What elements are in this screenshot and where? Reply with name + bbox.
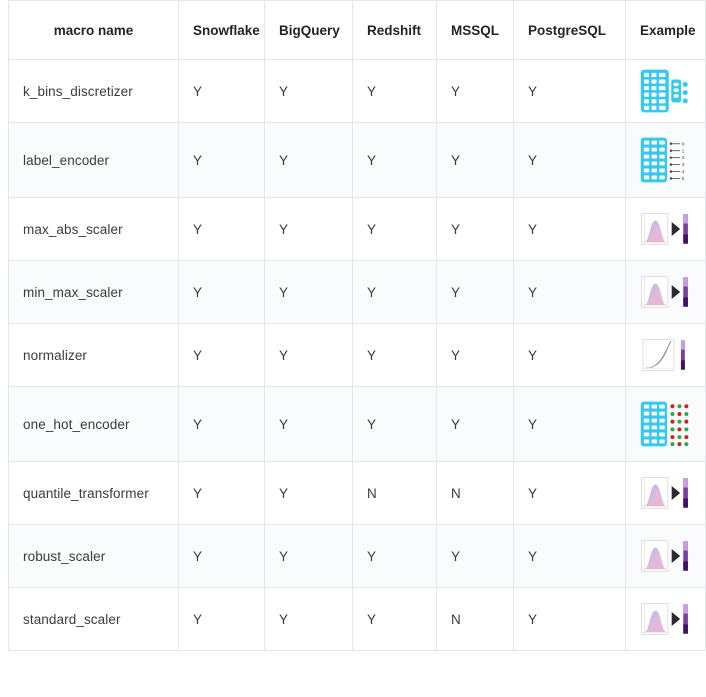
redshift-support-cell: Y <box>353 60 437 123</box>
svg-text:3: 3 <box>681 162 685 168</box>
postgresql-support-cell: Y <box>514 588 626 651</box>
distribution-plot-thumbnail-icon[interactable] <box>640 261 691 323</box>
table-row <box>9 462 706 525</box>
column-header-redshift: Redshift <box>353 1 437 60</box>
column-header-mssql: MSSQL <box>437 1 514 60</box>
table-row <box>9 324 706 387</box>
column-header-bigquery: BigQuery <box>265 1 353 60</box>
example-cell[interactable] <box>626 525 706 588</box>
postgresql-support-cell: Y <box>514 525 626 588</box>
example-cell[interactable] <box>626 198 706 261</box>
mssql-support-cell: Y <box>437 525 514 588</box>
mssql-support-cell: N <box>437 588 514 651</box>
distribution-plot-thumbnail-icon[interactable] <box>640 462 691 524</box>
mssql-support-cell: N <box>437 462 514 525</box>
macro-name-cell: standard_scaler <box>9 588 179 651</box>
redshift-support-cell: N <box>353 462 437 525</box>
svg-text:2: 2 <box>681 155 685 161</box>
bigquery-support-cell: Y <box>265 588 353 651</box>
distribution-plot-thumbnail-icon[interactable] <box>640 525 691 587</box>
snowflake-support-cell: Y <box>179 588 265 651</box>
table-row <box>9 123 706 198</box>
bigquery-support-cell: Y <box>265 387 353 462</box>
column-header-example: Example <box>626 1 706 60</box>
table-row <box>9 525 706 588</box>
grid-blue-label-mapping-thumbnail-icon[interactable] <box>640 123 691 197</box>
macro-name-cell: robust_scaler <box>9 525 179 588</box>
bigquery-support-cell: Y <box>265 123 353 198</box>
snowflake-support-cell: Y <box>179 60 265 123</box>
example-cell[interactable] <box>626 261 706 324</box>
redshift-support-cell: Y <box>353 261 437 324</box>
distribution-plot-thumbnail-icon[interactable] <box>640 588 691 650</box>
redshift-support-cell: Y <box>353 324 437 387</box>
column-header-postgresql: PostgreSQL <box>514 1 626 60</box>
mssql-support-cell: Y <box>437 387 514 462</box>
postgresql-support-cell: Y <box>514 324 626 387</box>
snowflake-support-cell: Y <box>179 525 265 588</box>
redshift-support-cell: Y <box>353 387 437 462</box>
redshift-support-cell: Y <box>353 123 437 198</box>
example-cell[interactable] <box>626 123 706 198</box>
postgresql-support-cell: Y <box>514 60 626 123</box>
macro-name-cell: normalizer <box>9 324 179 387</box>
snowflake-support-cell: Y <box>179 387 265 462</box>
macro-name-cell: label_encoder <box>9 123 179 198</box>
table-row <box>9 198 706 261</box>
table-row <box>9 60 706 123</box>
postgresql-support-cell: Y <box>514 198 626 261</box>
distribution-plot-thumbnail-icon[interactable] <box>640 198 691 260</box>
column-header-snowflake: Snowflake <box>179 1 265 60</box>
example-cell[interactable] <box>626 462 706 525</box>
snowflake-support-cell: Y <box>179 462 265 525</box>
grid-blue-onehot-thumbnail-icon[interactable] <box>640 387 691 461</box>
macro-name-cell: max_abs_scaler <box>9 198 179 261</box>
grid-blue-bins-thumbnail-icon[interactable] <box>640 60 691 122</box>
table-header-row <box>9 1 706 60</box>
macro-name-cell: k_bins_discretizer <box>9 60 179 123</box>
redshift-support-cell: Y <box>353 588 437 651</box>
postgresql-support-cell: Y <box>514 462 626 525</box>
snowflake-support-cell: Y <box>179 198 265 261</box>
macro-name-cell: quantile_transformer <box>9 462 179 525</box>
bigquery-support-cell: Y <box>265 462 353 525</box>
bigquery-support-cell: Y <box>265 324 353 387</box>
svg-text:0: 0 <box>681 141 685 147</box>
snowflake-support-cell: Y <box>179 123 265 198</box>
curve-plot-thumbnail-icon[interactable] <box>640 324 691 386</box>
mssql-support-cell: Y <box>437 60 514 123</box>
macro-name-cell: one_hot_encoder <box>9 387 179 462</box>
postgresql-support-cell: Y <box>514 261 626 324</box>
mssql-support-cell: Y <box>437 123 514 198</box>
svg-text:4: 4 <box>681 169 685 175</box>
mssql-support-cell: Y <box>437 261 514 324</box>
bigquery-support-cell: Y <box>265 525 353 588</box>
redshift-support-cell: Y <box>353 525 437 588</box>
snowflake-support-cell: Y <box>179 261 265 324</box>
example-cell[interactable] <box>626 60 706 123</box>
example-cell[interactable] <box>626 588 706 651</box>
redshift-support-cell: Y <box>353 198 437 261</box>
mssql-support-cell: Y <box>437 324 514 387</box>
macro-name-cell: min_max_scaler <box>9 261 179 324</box>
postgresql-support-cell: Y <box>514 123 626 198</box>
snowflake-support-cell: Y <box>179 324 265 387</box>
macro-support-table <box>8 0 706 651</box>
column-header-macro-name: macro name <box>9 1 179 60</box>
svg-text:5: 5 <box>681 176 685 182</box>
table-row <box>9 261 706 324</box>
table-body <box>9 60 706 651</box>
table-row <box>9 387 706 462</box>
bigquery-support-cell: Y <box>265 261 353 324</box>
table-header <box>9 1 706 60</box>
svg-text:1: 1 <box>681 148 685 154</box>
table-row <box>9 588 706 651</box>
mssql-support-cell: Y <box>437 198 514 261</box>
example-cell[interactable] <box>626 324 706 387</box>
bigquery-support-cell: Y <box>265 198 353 261</box>
postgresql-support-cell: Y <box>514 387 626 462</box>
example-cell[interactable] <box>626 387 706 462</box>
bigquery-support-cell: Y <box>265 60 353 123</box>
